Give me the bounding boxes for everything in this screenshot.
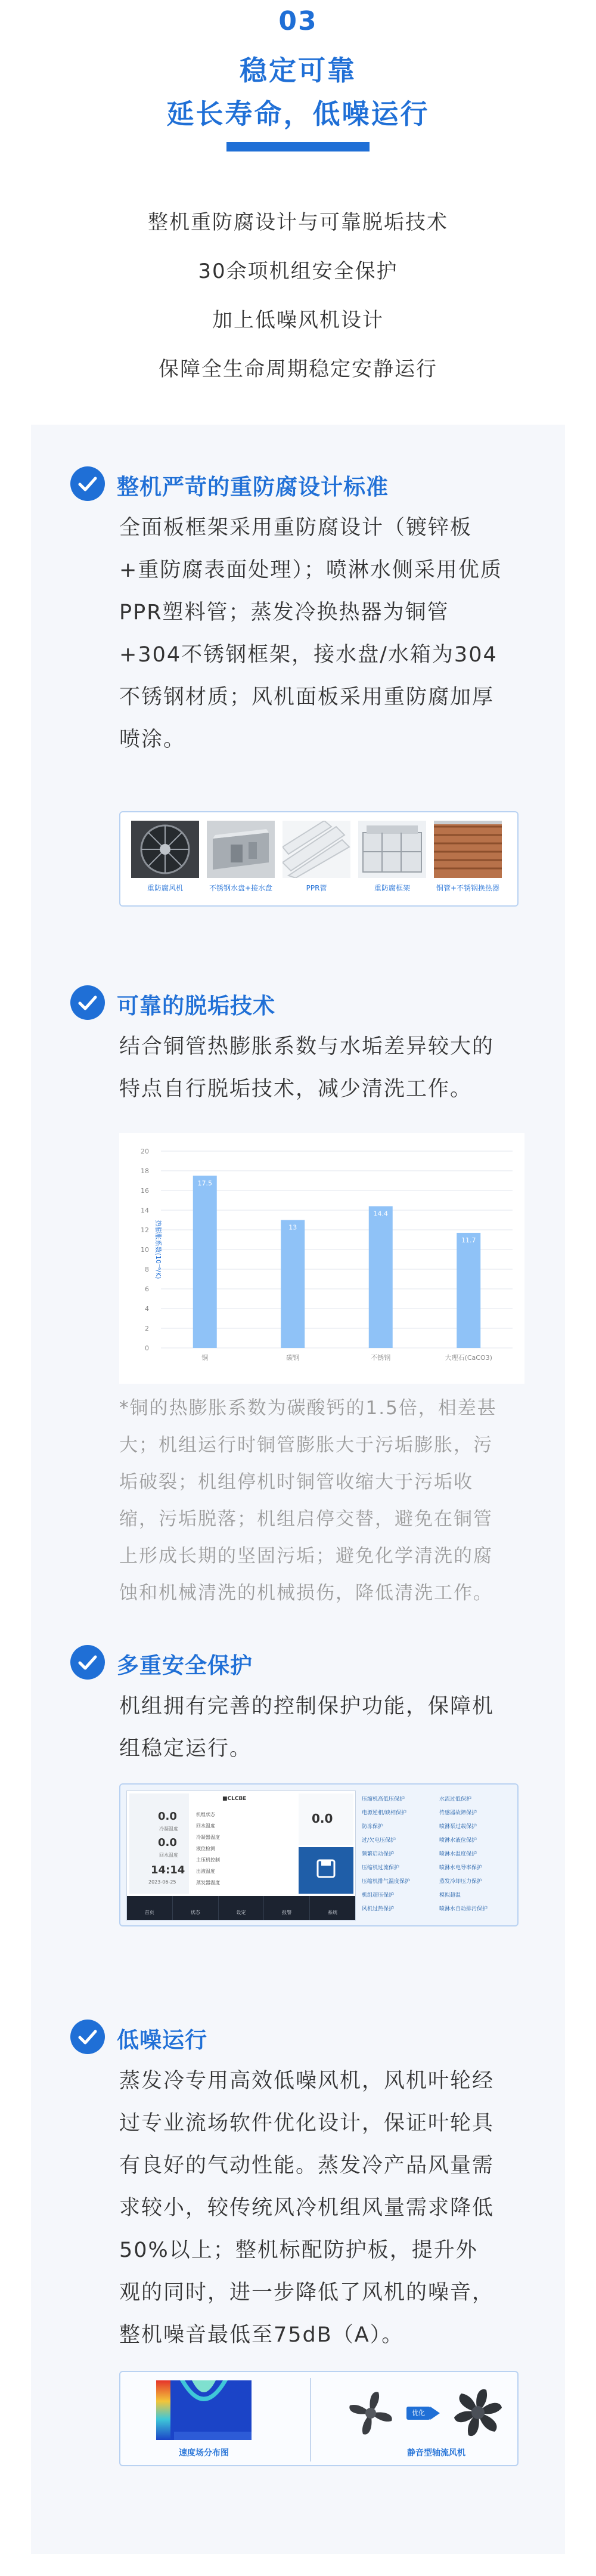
velocity-field-image	[156, 2380, 252, 2440]
image-caption: PPR管	[306, 884, 327, 892]
y-tick-label: 2	[145, 1325, 149, 1332]
expansion-coefficient-chart	[119, 1133, 524, 1384]
intro-line: 30余项机组安全保护	[198, 259, 398, 283]
section-body	[119, 1026, 548, 1111]
protection-item: 电源逆相/缺相保护	[362, 1810, 407, 1816]
check-circle-icon	[70, 985, 105, 1020]
note-line: 缩，污垢脱落；机组启停交替，避免在铜管	[119, 1508, 493, 1530]
image-caption: 速度场分布图	[179, 2448, 229, 2458]
y-tick-label: 4	[145, 1305, 149, 1313]
x-tick-label: 铜	[201, 1354, 209, 1362]
optimize-badge: 优化	[406, 2407, 430, 2420]
protection-item: 压缩机高低压保护	[362, 1796, 405, 1802]
old-fan-icon	[344, 2386, 398, 2440]
section-number: 03	[278, 6, 318, 36]
body-line: 整机噪音最低至75dB（A）。	[119, 2323, 404, 2347]
protection-item: 喷淋水液位保护	[439, 1838, 477, 1844]
screen-footer-bar	[127, 1896, 355, 1920]
protection-item: 压缩机排气温度保护	[362, 1879, 411, 1885]
y-tick-label: 8	[145, 1266, 149, 1273]
controller-screen	[126, 1790, 356, 1921]
body-line: 机组拥有完善的控制保护功能，保障机	[119, 1694, 495, 1718]
footer-tab[interactable]: 报警	[264, 1896, 310, 1920]
body-line: 蒸发冷专用高效低噪风机，风机叶轮经	[119, 2069, 495, 2093]
section-title: 可靠的脱垢技术	[117, 993, 275, 1019]
protection-item: 蒸发冷却压力保护	[439, 1879, 483, 1885]
screen-menu	[193, 1793, 294, 1894]
body-line: 不锈钢材质；风机面板采用重防腐加厚	[119, 685, 495, 709]
image-caption: 铜管+不锈钢换热器	[436, 884, 500, 892]
footer-tab[interactable]: 设定	[219, 1896, 265, 1920]
menu-row[interactable]: 液位检测	[196, 1846, 215, 1851]
y-tick-label: 10	[141, 1246, 149, 1254]
protection-item: 风机过热保护	[362, 1906, 395, 1912]
menu-row[interactable]: 机组状态	[196, 1812, 215, 1817]
arrow-right-icon	[430, 2407, 440, 2420]
intro-line: 整机重防腐设计与可靠脱垢技术	[148, 211, 448, 234]
bar	[457, 1233, 480, 1348]
data-label: 17.5	[197, 1179, 212, 1188]
body-line: 全面板框架采用重防腐设计（镀锌板	[119, 516, 473, 540]
screen-right-top	[299, 1793, 353, 1845]
section-body	[119, 1686, 548, 1770]
protection-item: 传感器故障保护	[439, 1810, 477, 1816]
body-line: 特点自行脱垢技术，减少清洗工作。	[119, 1077, 473, 1101]
protection-item: 防冻保护	[362, 1824, 384, 1830]
right-readout: 0.0	[312, 1811, 333, 1826]
clock-date: 2023-06-25	[148, 1879, 176, 1885]
y-tick-label: 14	[141, 1207, 149, 1214]
body-line: +重防腐表面处理）；喷淋水侧采用优质	[119, 558, 502, 582]
footer-tab[interactable]: 首页	[127, 1896, 173, 1920]
section-title: 多重安全保护	[117, 1653, 253, 1678]
note-line: *铜的热膨胀系数为碳酸钙的1.5倍，相差甚	[119, 1397, 497, 1419]
fan-photo	[131, 821, 199, 878]
image-caption: 重防腐风机	[147, 884, 183, 892]
y-tick-label: 16	[141, 1187, 149, 1195]
menu-row[interactable]: 回水温度	[196, 1823, 215, 1829]
note-line: 上形成长期的坚固污垢；避免化学清洗的腐	[119, 1545, 493, 1567]
menu-row[interactable]: 冷凝器温度	[196, 1835, 220, 1840]
body-line: 求较小，较传统风冷机组风量需求降低	[119, 2196, 495, 2220]
bar	[281, 1220, 305, 1349]
protection-item: 模拟超温	[439, 1892, 461, 1898]
section-note	[119, 1390, 548, 1612]
y-tick-label: 12	[141, 1226, 149, 1234]
bar	[193, 1176, 217, 1348]
save-icon[interactable]	[299, 1847, 353, 1894]
y-axis-label: 热膨胀系数(10⁻⁶/K)	[154, 1220, 162, 1279]
protection-item: 机组超压保护	[362, 1892, 395, 1898]
image-caption: 静音型轴流风机	[407, 2448, 465, 2458]
body-line: 观的同时，进一步降低了风机的噪音，	[119, 2281, 495, 2305]
y-tick-label: 6	[145, 1285, 149, 1293]
intro-line: 加上低噪风机设计	[212, 308, 384, 332]
section-title: 整机严苛的重防腐设计标准	[117, 474, 389, 500]
x-tick-label: 不锈钢	[371, 1354, 391, 1362]
heading-line-1: 稳定可靠	[240, 54, 356, 86]
body-line: 结合铜管热膨胀系数与水垢差异较大的	[119, 1035, 495, 1059]
y-tick-label: 0	[145, 1344, 149, 1352]
divider	[310, 2378, 311, 2461]
menu-row[interactable]: 出液温度	[196, 1869, 215, 1874]
data-label: 13	[288, 1223, 297, 1232]
protection-list-left	[362, 1793, 436, 1916]
quiet-fan-icon	[447, 2382, 509, 2444]
note-line: 垢破裂；机组停机时铜管收缩大于污垢收	[119, 1471, 473, 1493]
clock-time: 14:14	[151, 1864, 185, 1876]
y-tick-label: 18	[141, 1167, 149, 1175]
body-line: 50%以上；整机标配防护板，提升外	[119, 2238, 478, 2262]
note-line: 大；机组运行时铜管膨胀大于污垢膨胀，污	[119, 1434, 493, 1456]
check-circle-icon	[70, 1645, 105, 1680]
body-line: 组稳定运行。	[119, 1737, 252, 1761]
protection-list-right	[439, 1793, 517, 1916]
section-body	[119, 507, 548, 761]
menu-list	[196, 1809, 220, 1888]
protection-item: 过/欠电压保护	[362, 1838, 396, 1844]
body-line: 有良好的气动性能。蒸发冷产品风量需	[119, 2154, 495, 2178]
menu-row[interactable]: 主压机控制	[196, 1857, 220, 1863]
screen-header: ■CLCBE	[222, 1796, 247, 1802]
protection-item: 压缩机过流保护	[362, 1865, 400, 1871]
check-circle-icon	[70, 466, 105, 501]
protection-item: 频繁启动保护	[362, 1851, 395, 1857]
heat-exchanger-photo	[434, 821, 502, 878]
check-circle-icon	[70, 2020, 105, 2054]
body-line: 过专业流场软件优化设计，保证叶轮具	[119, 2111, 495, 2135]
body-line: 喷涂。	[119, 728, 186, 752]
protection-item: 水流过低保护	[439, 1796, 472, 1802]
footer-tab[interactable]: 状态	[173, 1896, 219, 1920]
frame-photo	[358, 821, 426, 878]
image-caption: 不锈钢水盘+接水盘	[209, 884, 273, 892]
note-line: 蚀和机械清洗的机械损伤，降低清洗工作。	[119, 1582, 493, 1604]
readout-value: 0.0	[158, 1810, 177, 1823]
heading-underline	[226, 142, 370, 151]
ppr-pipe-photo	[283, 821, 350, 878]
footer-tab[interactable]: 系统	[328, 1910, 338, 1915]
intro-line: 保障全生命周期稳定安静运行	[159, 357, 437, 381]
screen-left-panel	[129, 1793, 189, 1894]
protection-item: 喷淋泵过载保护	[439, 1824, 477, 1830]
section-title: 低噪运行	[117, 2027, 207, 2053]
bar	[369, 1206, 393, 1348]
protection-item: 喷淋水温度保护	[439, 1851, 477, 1857]
x-tick-label: 碳钢	[286, 1354, 300, 1362]
protection-item: 喷淋水自动排污保护	[439, 1906, 488, 1912]
tray-photo	[207, 821, 275, 878]
readout-label: 冷凝温度	[159, 1826, 178, 1832]
readout-label: 回水温度	[159, 1853, 178, 1858]
image-caption: 重防腐框架	[374, 884, 410, 892]
fan-image-card	[119, 2371, 519, 2466]
body-line: +304不锈钢框架，接水盘/水箱为304	[119, 643, 498, 667]
menu-row[interactable]: 蒸发器温度	[196, 1880, 220, 1885]
materials-image-card	[119, 811, 519, 907]
section-body	[119, 2060, 548, 2357]
data-label: 11.7	[461, 1236, 476, 1244]
x-tick-label: 大理石(CaCO3)	[445, 1354, 492, 1362]
body-line: PPR塑料管；蒸发冷换热器为铜管	[119, 601, 449, 624]
controller-image-card	[119, 1783, 519, 1926]
readout-value: 0.0	[158, 1836, 177, 1849]
protection-item: 喷淋水电导率保护	[439, 1865, 483, 1871]
y-tick-label: 20	[141, 1148, 149, 1155]
heading-line-2: 延长寿命，低噪运行	[166, 98, 430, 130]
data-label: 14.4	[373, 1210, 388, 1218]
